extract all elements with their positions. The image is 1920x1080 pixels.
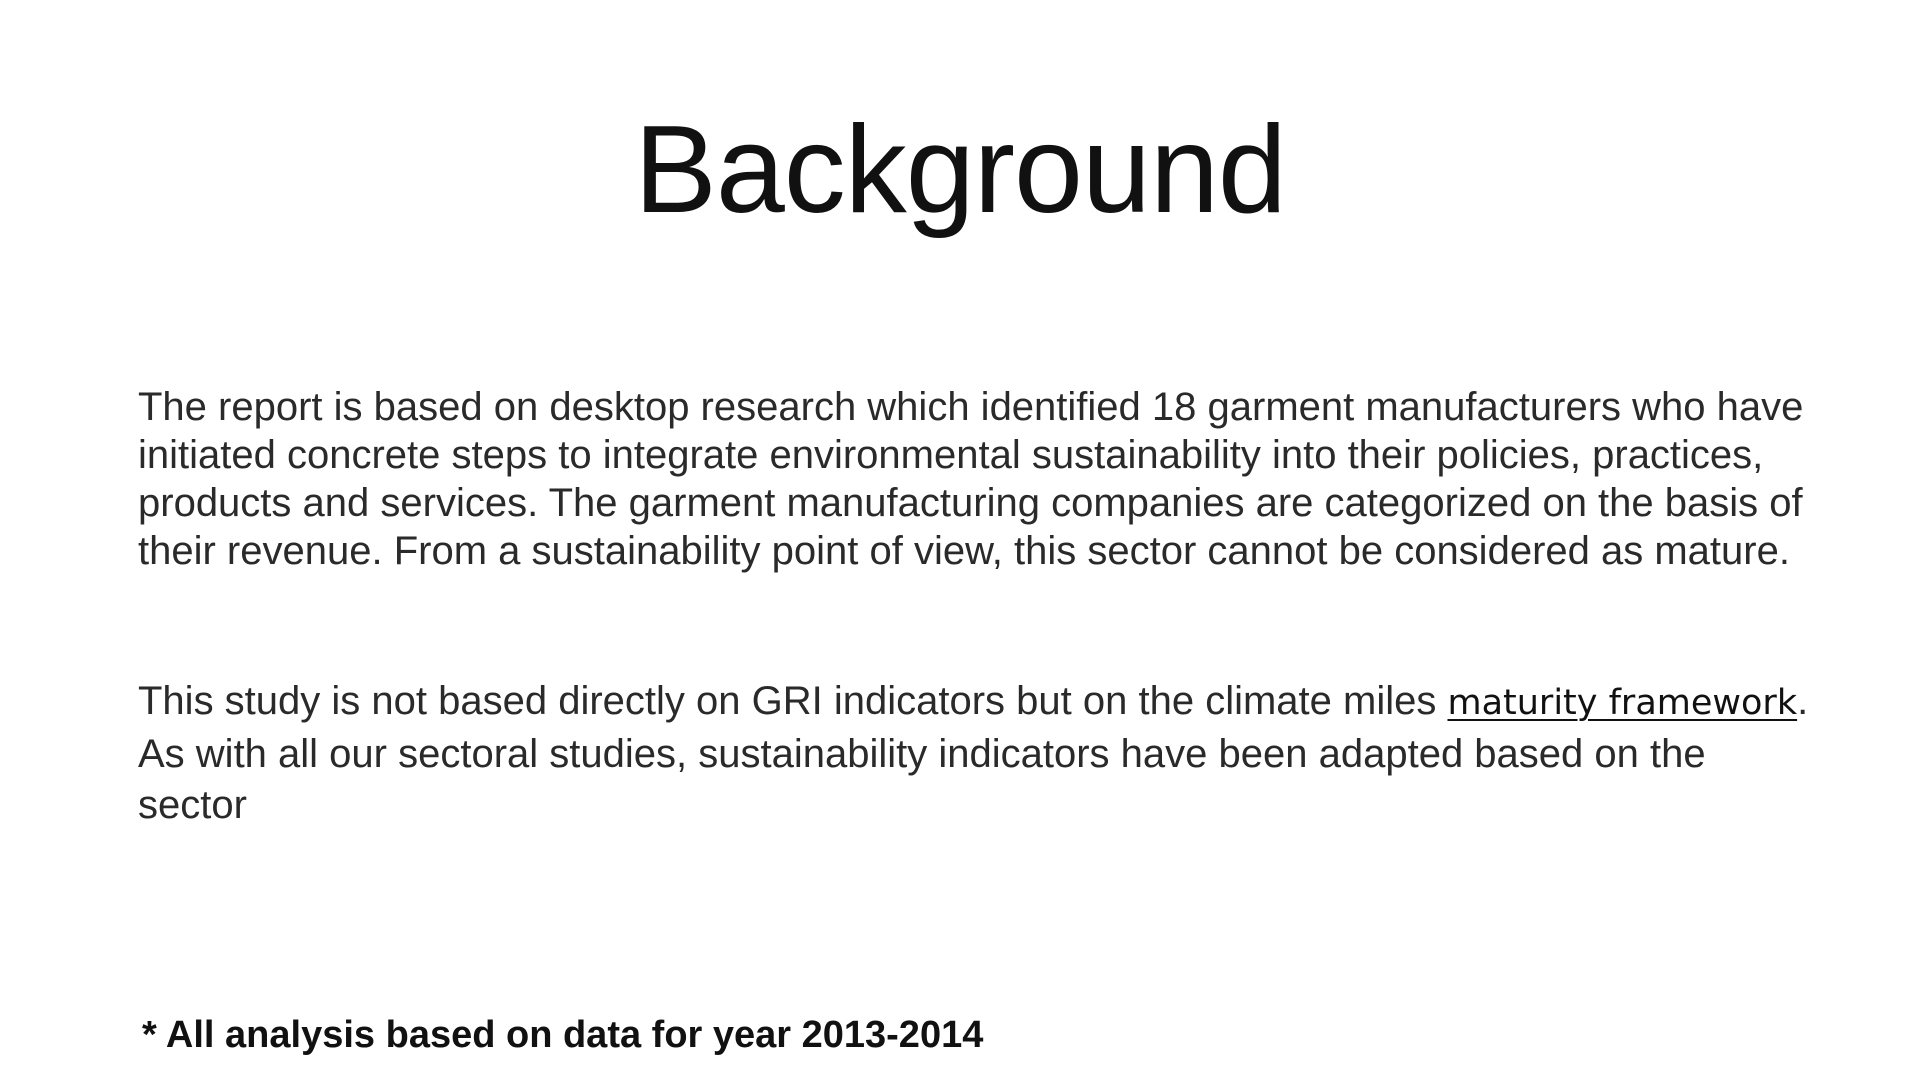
paragraph-report-basis: The report is based on desktop research which identified 18 garment manufacturers who have initiated concrete steps to integrate environmental sustainability into their policies, practices, products and services. The garment manufacturing companies are categorized on the basis of their revenue. From a sustainability point of view, this sector cannot be considered as mature. bbox=[138, 385, 1804, 573]
paragraph-study-text-after-link: . As with all our sectoral studies, sustainability indicators have been adapted based on the sector bbox=[138, 679, 1809, 827]
paragraph-study-text-before-link: This study is not based directly on GRI indicators but on the climate miles bbox=[138, 679, 1448, 723]
footnote: * All analysis based on data for year 2013-2014 bbox=[142, 1014, 984, 1056]
paragraph-study-basis bbox=[138, 676, 1818, 831]
slide-title: Background bbox=[634, 101, 1286, 239]
maturity-framework-link[interactable]: maturity framework bbox=[1447, 683, 1798, 723]
